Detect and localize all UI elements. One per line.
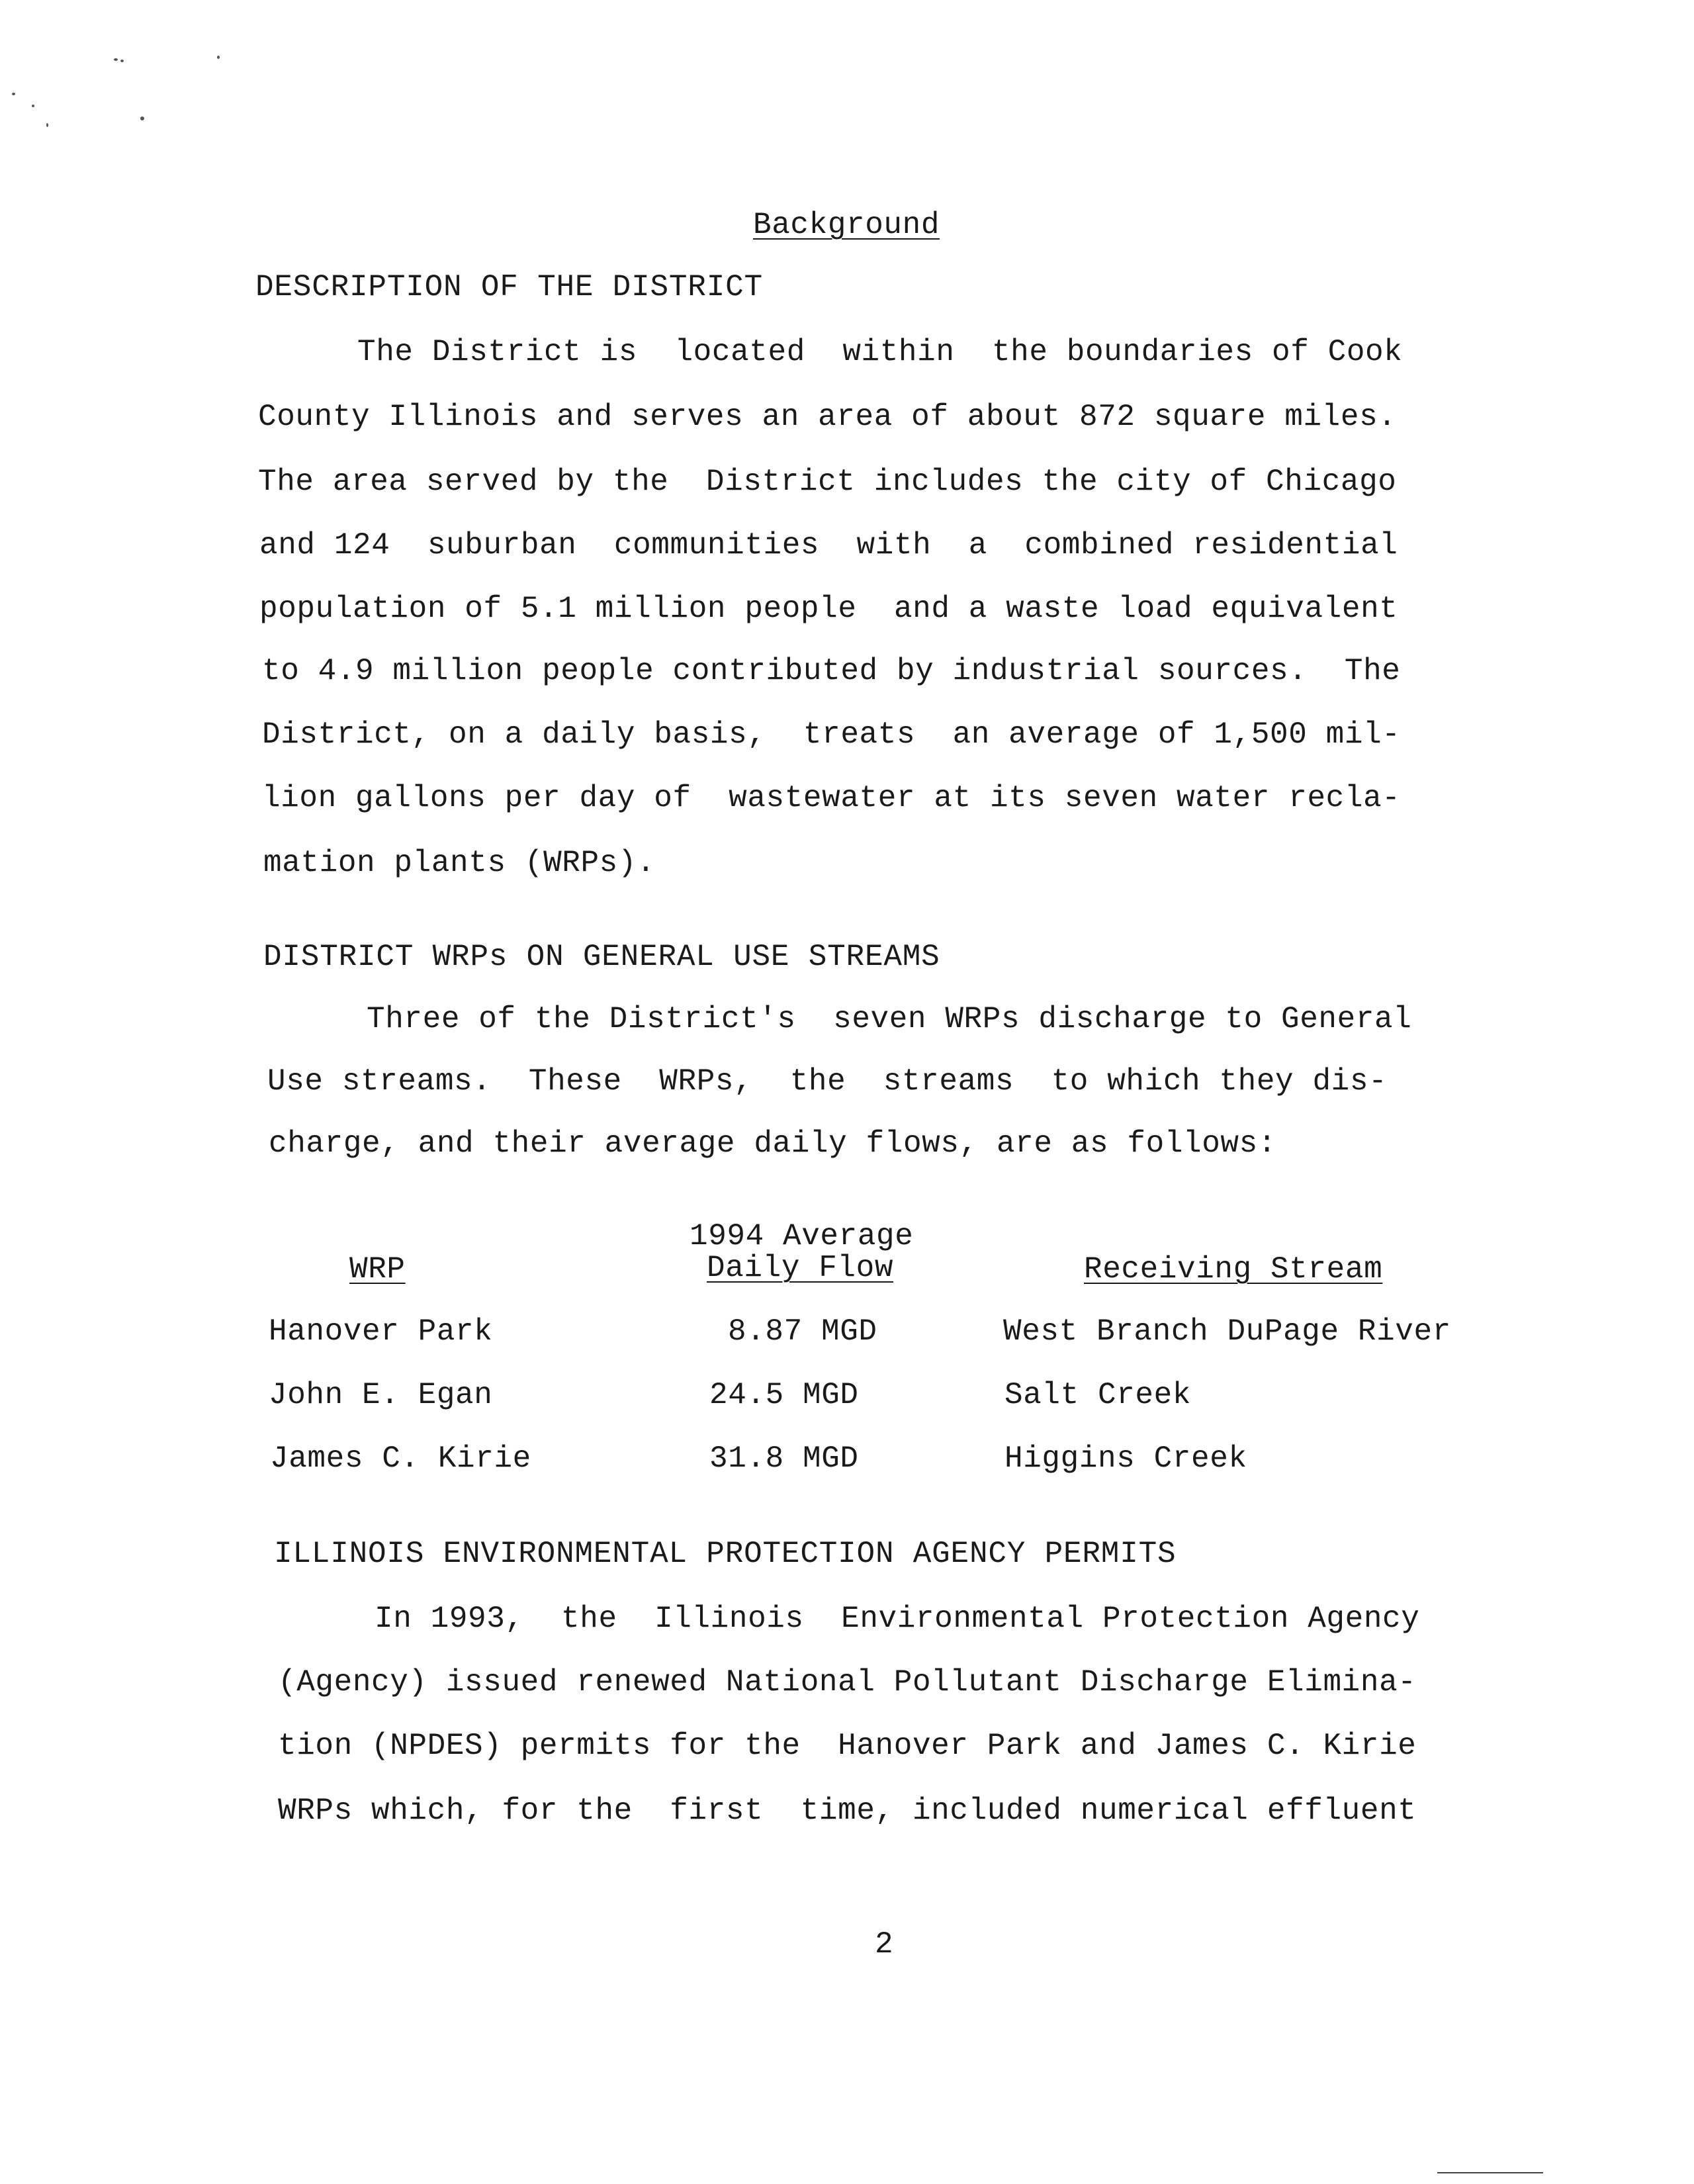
table-cell-flow: 31.8 MGD bbox=[709, 1441, 859, 1476]
table-cell-wrp: James C. Kirie bbox=[270, 1441, 531, 1476]
scan-speck bbox=[114, 58, 118, 61]
scan-speck bbox=[120, 60, 124, 62]
scan-speck bbox=[12, 93, 15, 95]
scan-speck bbox=[140, 116, 144, 120]
table-cell-stream: Higgins Creek bbox=[1004, 1441, 1247, 1476]
table-cell-wrp: John E. Egan bbox=[269, 1378, 493, 1412]
scan-speck bbox=[32, 105, 34, 107]
scan-speck bbox=[46, 123, 48, 127]
table-cell-stream: West Branch DuPage River bbox=[1003, 1314, 1451, 1349]
paragraph-line: and 124 suburban communities with a combined residential bbox=[259, 528, 1398, 563]
page-number: 2 bbox=[875, 1927, 894, 1962]
paragraph-line: The District is located within the boundaries of Cook bbox=[357, 335, 1403, 369]
scan-edge-line bbox=[1437, 2172, 1543, 2173]
paragraph-line: to 4.9 million people contributed by industrial sources. The bbox=[262, 654, 1401, 688]
paragraph-line: In 1993, the Illinois Environmental Protection Agency bbox=[375, 1602, 1420, 1636]
paragraph-line: WRPs which, for the first time, included numerical effluent bbox=[278, 1794, 1417, 1828]
section-heading-description: DESCRIPTION OF THE DISTRICT bbox=[255, 270, 763, 304]
table-header-flow-line2: Daily Flow bbox=[707, 1251, 894, 1285]
table-cell-wrp: Hanover Park bbox=[269, 1314, 493, 1349]
table-header-flow-line1: 1994 Average bbox=[690, 1219, 914, 1253]
paragraph-line: (Agency) issued renewed National Pollutant Discharge Elimina- bbox=[278, 1665, 1417, 1700]
table-header-stream: Receiving Stream bbox=[1084, 1252, 1383, 1287]
paragraph-line: population of 5.1 million people and a waste load equivalent bbox=[259, 592, 1398, 626]
paragraph-line: County Illinois and serves an area of about 872 square miles. bbox=[258, 400, 1397, 434]
paragraph-line: charge, and their average daily flows, are as follows: bbox=[269, 1126, 1277, 1161]
paragraph-line: lion gallons per day of wastewater at its seven water recla- bbox=[262, 781, 1401, 815]
paragraph-line: District, on a daily basis, treats an average of 1,500 mil- bbox=[262, 717, 1401, 752]
section-heading-wrps: DISTRICT WRPs ON GENERAL USE STREAMS bbox=[263, 940, 940, 974]
paragraph-line: Three of the District's seven WRPs discharge to General bbox=[367, 1002, 1412, 1036]
paragraph-line: tion (NPDES) permits for the Hanover Park and James C. Kirie bbox=[278, 1729, 1417, 1763]
paragraph-line: Use streams. These WRPs, the streams to which they dis- bbox=[267, 1064, 1388, 1099]
table-header-wrp: WRP bbox=[349, 1252, 406, 1287]
paragraph-line: mation plants (WRPs). bbox=[263, 846, 656, 880]
table-cell-stream: Salt Creek bbox=[1004, 1378, 1192, 1412]
section-heading-permits: ILLINOIS ENVIRONMENTAL PROTECTION AGENCY PERMITS bbox=[274, 1537, 1177, 1571]
table-cell-flow: 8.87 MGD bbox=[728, 1314, 877, 1349]
page-title: Background bbox=[753, 208, 940, 242]
scan-speck bbox=[217, 56, 220, 59]
paragraph-line: The area served by the District includes the city of Chicago bbox=[258, 465, 1397, 499]
table-cell-flow: 24.5 MGD bbox=[709, 1378, 859, 1412]
